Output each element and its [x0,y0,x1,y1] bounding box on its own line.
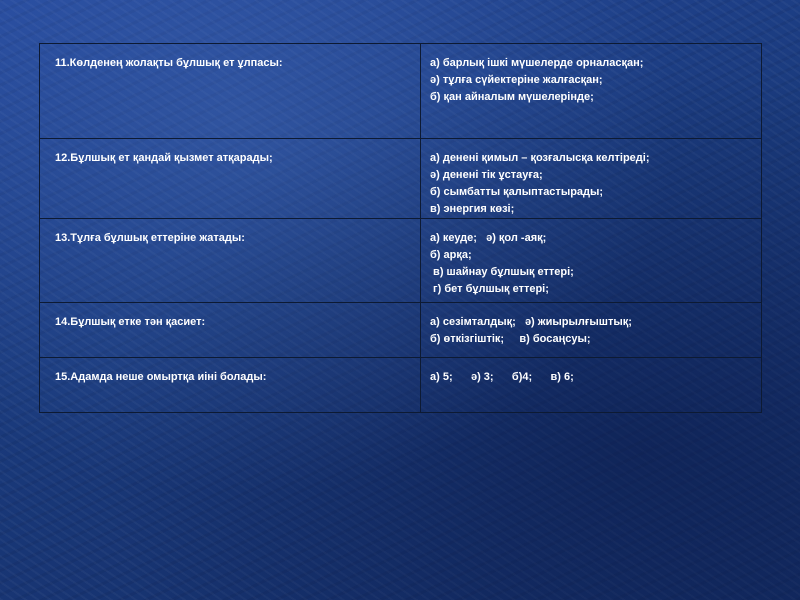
answer-option: а) 5; ә) 3; б)4; в) 6; [430,371,574,383]
answer-option: б) арқа; [430,249,472,261]
question-cell [40,44,421,139]
quiz-table [39,43,762,413]
answer-option: а) кеуде; ә) қол -аяқ; [430,232,547,244]
table-row [40,139,762,219]
question-text: 12.Бұлшық ет қандай қызмет атқарады; [55,152,273,164]
question-text: 14.Бұлшық етке тән қасиет: [55,316,206,328]
answer-option: ә) денені тік ұстауға; [430,169,543,181]
question-cell [40,139,421,219]
answer-option: б) қан айналым мүшелерінде; [430,91,594,103]
answer-cell [421,358,762,413]
answer-cell [421,219,762,303]
answer-option: ә) тұлға сүйектеріне жалғасқан; [430,74,603,86]
table-row [40,219,762,303]
answer-option: а) денені қимыл – қозғалысқа келтіреді; [430,152,650,164]
answer-option: а) барлық ішкі мүшелерде орналасқан; [430,57,644,69]
question-cell [40,303,421,358]
answer-cell [421,139,762,219]
answer-cell [421,44,762,139]
answer-option: б) сымбатты қалыптастырады; [430,186,604,198]
answer-option: б) өткізгіштік; в) босаңсуы; [430,333,591,345]
question-text: 15.Адамда неше омыртқа иіні болады: [55,371,267,383]
answer-option: г) бет бұлшық еттері; [430,283,549,295]
question-cell [40,219,421,303]
question-cell [40,358,421,413]
table-row [40,358,762,413]
answer-cell [421,303,762,358]
table-row [40,303,762,358]
answer-option: в) шайнау бұлшық еттері; [430,266,574,278]
answer-option: в) энергия көзі; [430,203,515,215]
table-row [40,44,762,139]
question-text: 13.Тұлға бұлшық еттеріне жатады: [55,232,245,244]
question-text: 11.Көлденең жолақты бұлшық ет ұлпасы: [55,57,283,69]
answer-option: а) сезімталдық; ә) жиырылғыштық; [430,316,632,328]
